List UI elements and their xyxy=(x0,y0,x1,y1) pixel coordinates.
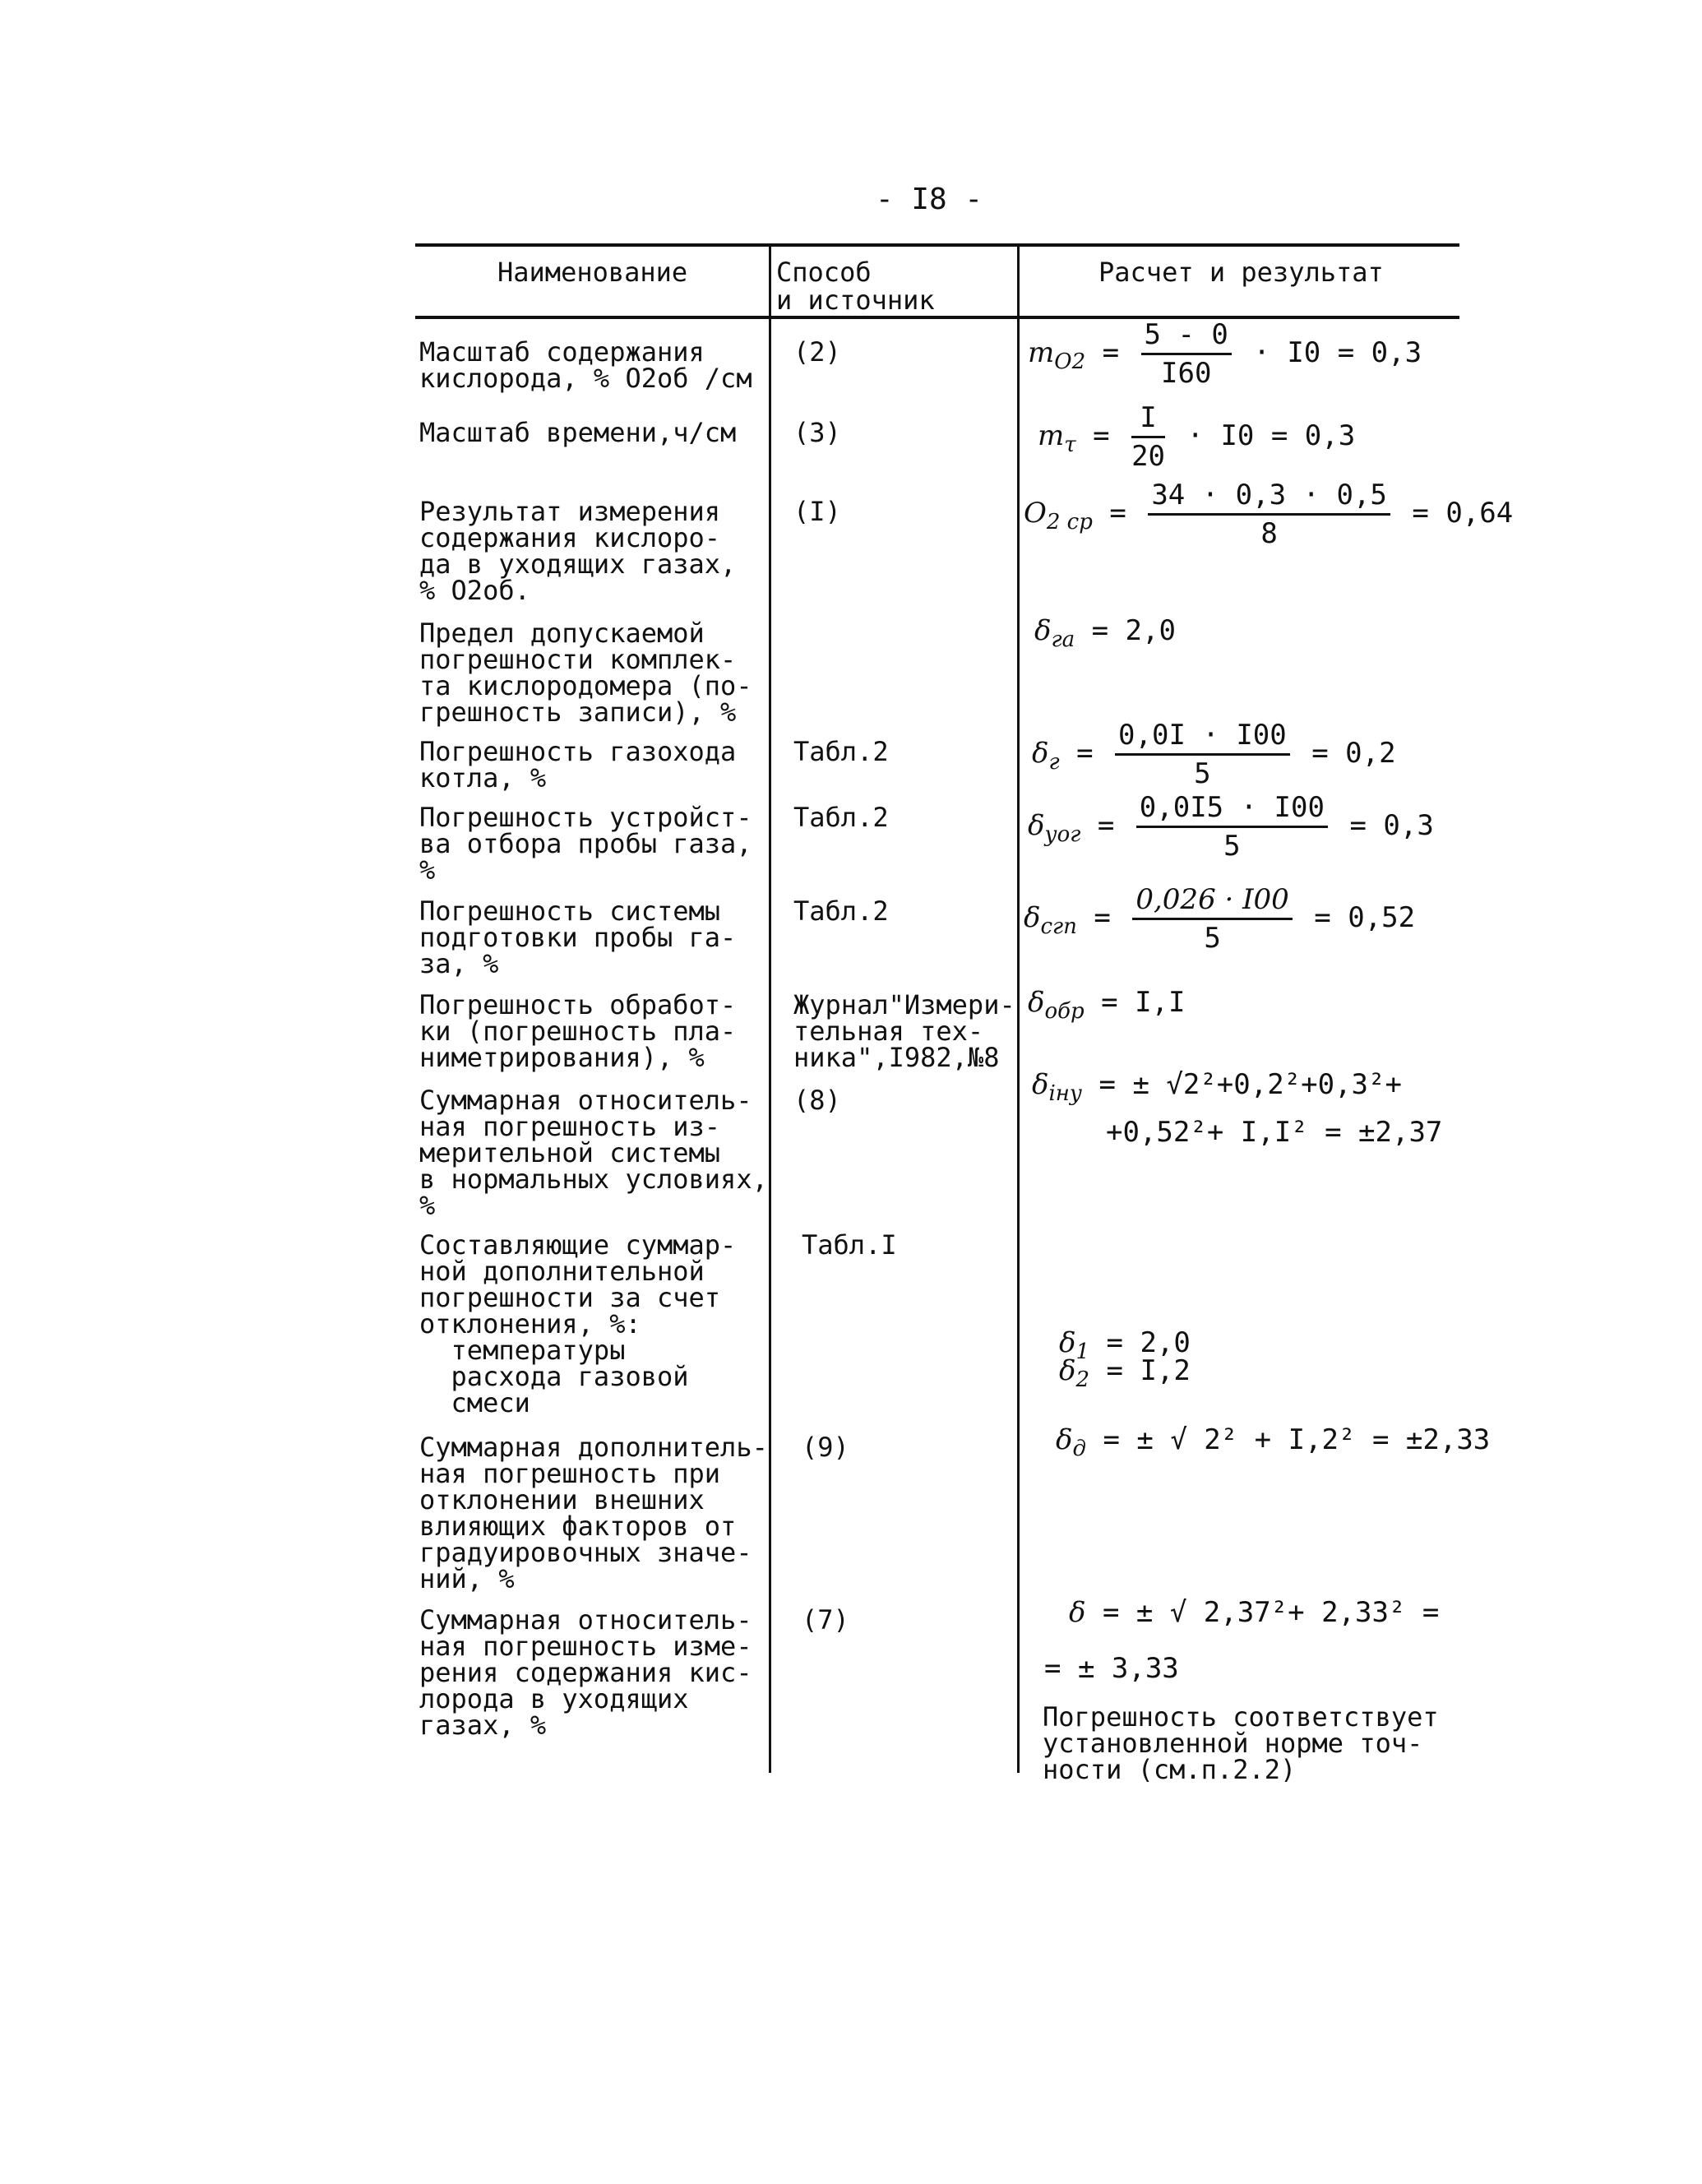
row-name-sample-prep-error: Погрешность системы подготовки пробы га- за, % xyxy=(419,895,737,979)
row-name-total-measurement-error: Суммарная относитель- ная погрешность изме- рения содержания кис- лорода в уходящих газах, % xyxy=(419,1604,752,1741)
formula-total-system-error: $\delta_{iну}$ = ± √2²+0,2²+0,3²+ xyxy=(1032,1068,1402,1106)
formula-oxygen-scale: $m_{O2}$ = $\frac{5 - 0}{I60}$ · I0 = 0,3 xyxy=(1028,318,1422,390)
fraction: $\frac{5 - 0}{I60}$ xyxy=(1141,317,1232,391)
row-name-sampling-device-error: Погрешность устройст- ва отбора пробы газа, % xyxy=(419,802,752,886)
fraction: $\frac{0,0I5 \cdot I00}{5}$ xyxy=(1136,789,1328,864)
row-name-oxygen-scale: Масштаб содержания кислорода, % O2об /см xyxy=(419,336,752,394)
formula-duct-error: $\delta_г$ = $\frac{0,0I \cdot I00}{5}$ = 0,2 xyxy=(1032,719,1396,790)
row-source-processing-error: Журнал"Измери- тельная тех- ника",I982,№8 xyxy=(793,989,1015,1073)
formula-oxygen-meter-limit: $\delta_{га} = 2,0$ xyxy=(1034,614,1176,652)
row-name-total-system-error: Суммарная относитель- ная погрешность из- мерительной системы в нормальных условиях, % xyxy=(419,1085,768,1221)
column-divider-1 xyxy=(769,243,771,1773)
fraction: $\frac{0,0I \cdot I00}{5}$ xyxy=(1115,717,1290,792)
column-divider-2 xyxy=(1017,243,1020,1773)
row-name-time-scale: Масштаб времени,ч/см xyxy=(419,417,737,448)
row-name-total-additional-error: Суммарная дополнитель- ная погрешность при отклонении внешних влияющих факторов от градуировочных значе- ний, % xyxy=(419,1432,768,1594)
row-name-measurement-result: Результат измерения содержания кислоро- да в уходящих газах, % O2об. xyxy=(419,496,737,606)
header-name: Наименование xyxy=(497,257,688,288)
formula-total-additional-error: $\delta_д$ = ± √ 2² + I,2² = ±2,33 xyxy=(1056,1423,1491,1461)
row-source-duct-error: Табл.2 xyxy=(793,736,889,767)
formula-temperature-component: $\delta_1 = 2,0$ xyxy=(1059,1326,1191,1364)
row-name-processing-error: Погрешность обработ- ки (погрешность пла- ниметрирования), % xyxy=(419,989,737,1073)
fraction: $\frac{I}{20}$ xyxy=(1131,401,1166,473)
row-source-total-measurement-error: (7) xyxy=(802,1604,849,1636)
row-source-time-scale: (3) xyxy=(793,417,841,448)
formula-measurement-result: $O_{2 ср}$ = $\frac{34 \cdot 0,3 \cdot 0,5}{8}$ = 0,64 xyxy=(1024,479,1514,550)
row-source-total-additional-error: (9) xyxy=(802,1432,849,1463)
table-top-rule xyxy=(415,243,1459,247)
row-source-total-system-error: (8) xyxy=(793,1085,841,1116)
row-source-additional-components: Табл.I xyxy=(802,1229,897,1261)
header-source: Способ и источник xyxy=(776,257,935,316)
formula-time-scale: $m_\tau$ = $\frac{I}{20}$ · I0 = 0,3 xyxy=(1038,401,1356,473)
formula-processing-error: $\delta_{обр} = I,I$ xyxy=(1028,986,1186,1024)
row-source-sample-prep-error: Табл.2 xyxy=(793,895,889,927)
formula-total-system-error-line2: +0,52²+ I,I² = ±2,37 xyxy=(1106,1116,1443,1149)
page-number: - I8 - xyxy=(876,183,983,216)
formula-total-measurement-error: δ = ± √ 2,37²+ 2,33² = xyxy=(1069,1596,1440,1629)
header-result: Расчет и результат xyxy=(1098,257,1384,288)
row-name-duct-error: Погрешность газохода котла, % xyxy=(419,736,737,794)
formula-total-measurement-error-line2: = ± 3,33 xyxy=(1044,1652,1179,1685)
formula-sampling-device-error: $\delta_{уог}$ = $\frac{0,0I5 \cdot I00}{5}$ = 0,3 xyxy=(1028,791,1434,863)
formula-sample-prep-error: $\delta_{сгп}$ = $\frac{0,026 \cdot I00}{5}$ = 0,52 xyxy=(1024,883,1416,955)
row-name-oxygen-meter-limit: Предел допускаемой погрешности комплек- та кислородомера (по- грешность записи), % xyxy=(419,618,752,728)
row-source-sampling-device-error: Табл.2 xyxy=(793,802,889,833)
formula-flow-component: $\delta_2 = I,2$ xyxy=(1059,1354,1191,1392)
row-name-additional-components: Составляющие суммар- ной дополнительной погрешности за счет отклонения, %: температуры расхода газовой смеси xyxy=(419,1229,737,1418)
fraction: $\frac{34 \cdot 0,3 \cdot 0,5}{8}$ xyxy=(1148,477,1390,552)
fraction: $\frac{0,026 \cdot I00}{5}$ xyxy=(1132,881,1292,956)
row-source-measurement-result: (I) xyxy=(793,496,841,527)
row-source-oxygen-scale: (2) xyxy=(793,336,841,368)
conclusion-text: Погрешность соответствует установленной норме точ- ности (см.п.2.2) xyxy=(1043,1701,1439,1785)
